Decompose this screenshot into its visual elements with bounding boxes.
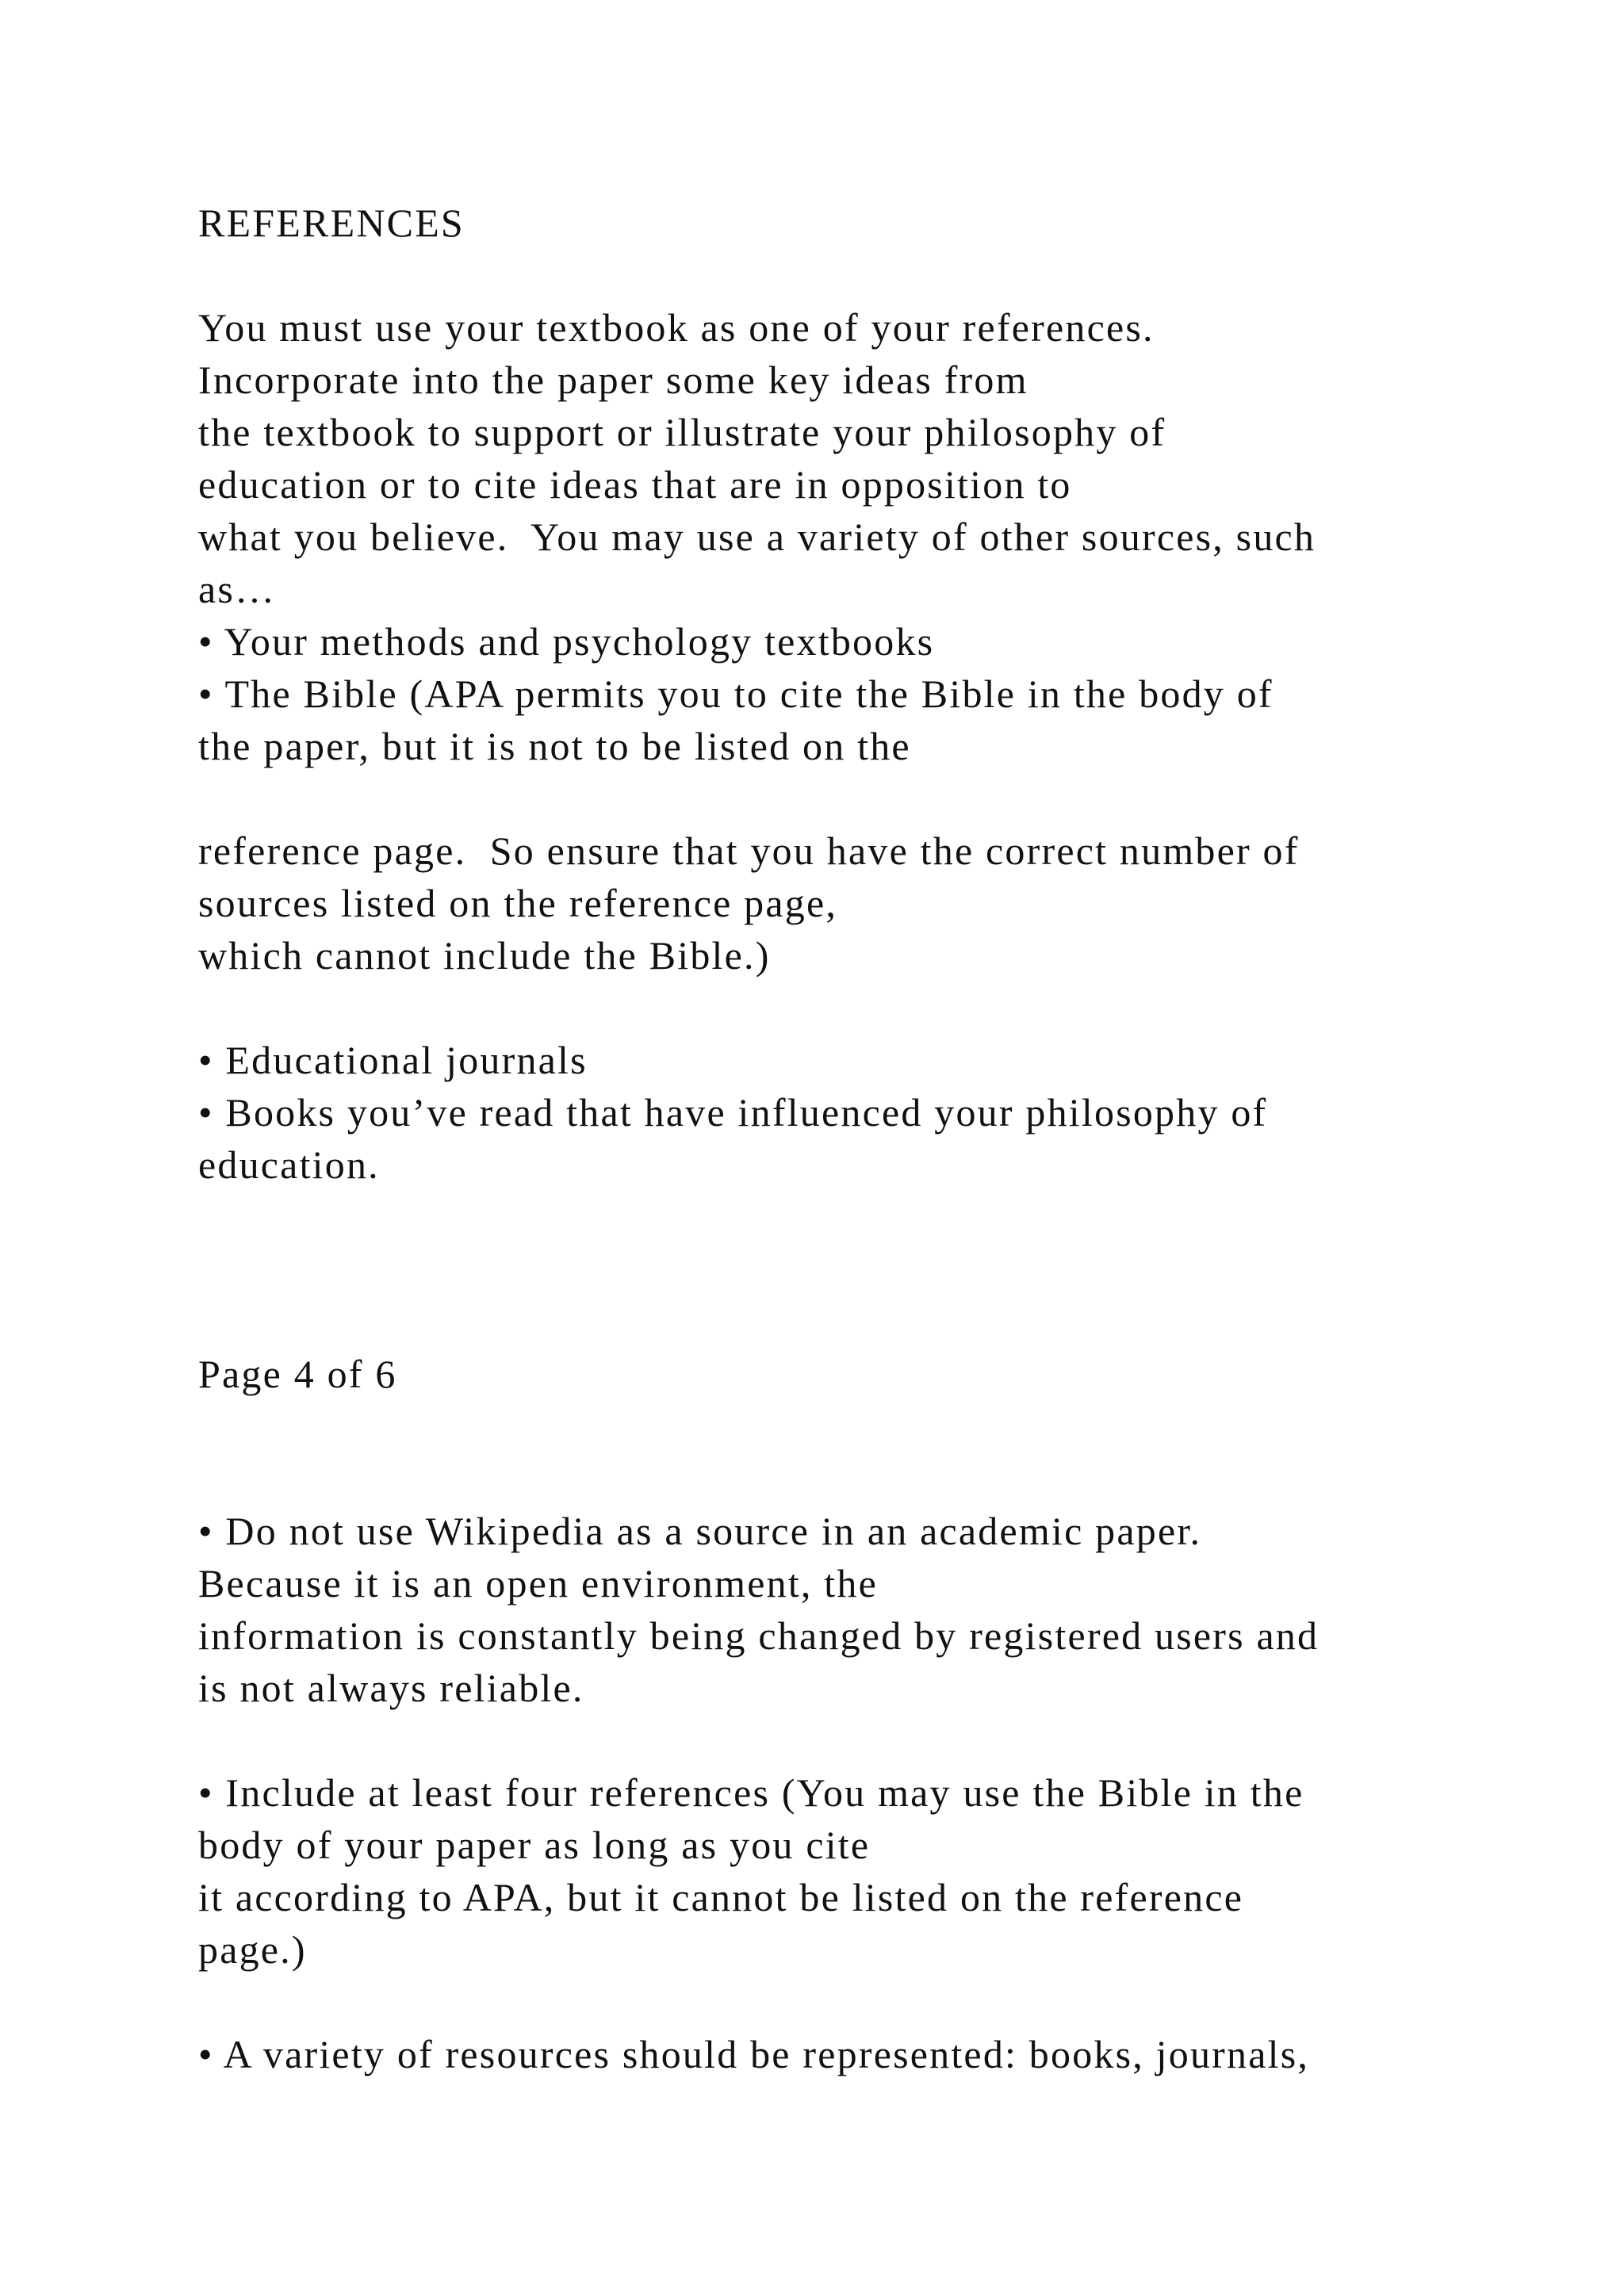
text-line: is not always reliable. — [198, 1666, 584, 1710]
bullet-item: • The Bible (APA permits you to cite the Bible in the body of — [198, 672, 1274, 716]
text-line: the paper, but it is not to be listed on the — [198, 724, 911, 768]
text-line: what you believe. You may use a variety of other sources, such — [198, 515, 1316, 559]
text-line: body of your paper as long as you cite — [198, 1823, 871, 1867]
text-line: the textbook to support or illustrate your philosophy of — [198, 410, 1166, 454]
text-line: reference page. So ensure that you have the correct number of — [198, 828, 1300, 873]
bullet-item: • Educational journals — [198, 1038, 588, 1082]
text-line: it according to APA, but it cannot be listed on the reference — [198, 1875, 1244, 1919]
text-line: which cannot include the Bible.) — [198, 933, 771, 978]
text-line: information is constantly being changed by registered users and — [198, 1613, 1320, 1658]
text-line: sources listed on the reference page, — [198, 881, 838, 925]
page-number: Page 4 of 6 — [198, 1352, 397, 1396]
bullet-item: • Do not use Wikipedia as a source in an academic paper. — [198, 1509, 1202, 1553]
bullet-item: • Your methods and psychology textbooks — [198, 619, 935, 664]
text-line: Because it is an open environment, the — [198, 1561, 878, 1605]
bullet-item: • A variety of resources should be represented: books, journals, — [198, 2032, 1310, 2076]
text-line: education. — [198, 1142, 380, 1187]
text-line: page.) — [198, 1927, 307, 1972]
bullet-item: • Books you’ve read that have influenced your philosophy of — [198, 1090, 1268, 1135]
text-line: as… — [198, 567, 277, 611]
text-line: Incorporate into the paper some key ideas from — [198, 358, 1028, 402]
references-heading: REFERENCES — [198, 201, 465, 245]
text-line: education or to cite ideas that are in opposition to — [198, 462, 1072, 507]
bullet-item: • Include at least four references (You may use the Bible in the — [198, 1770, 1304, 1815]
text-line: You must use your textbook as one of your references. — [198, 305, 1155, 350]
